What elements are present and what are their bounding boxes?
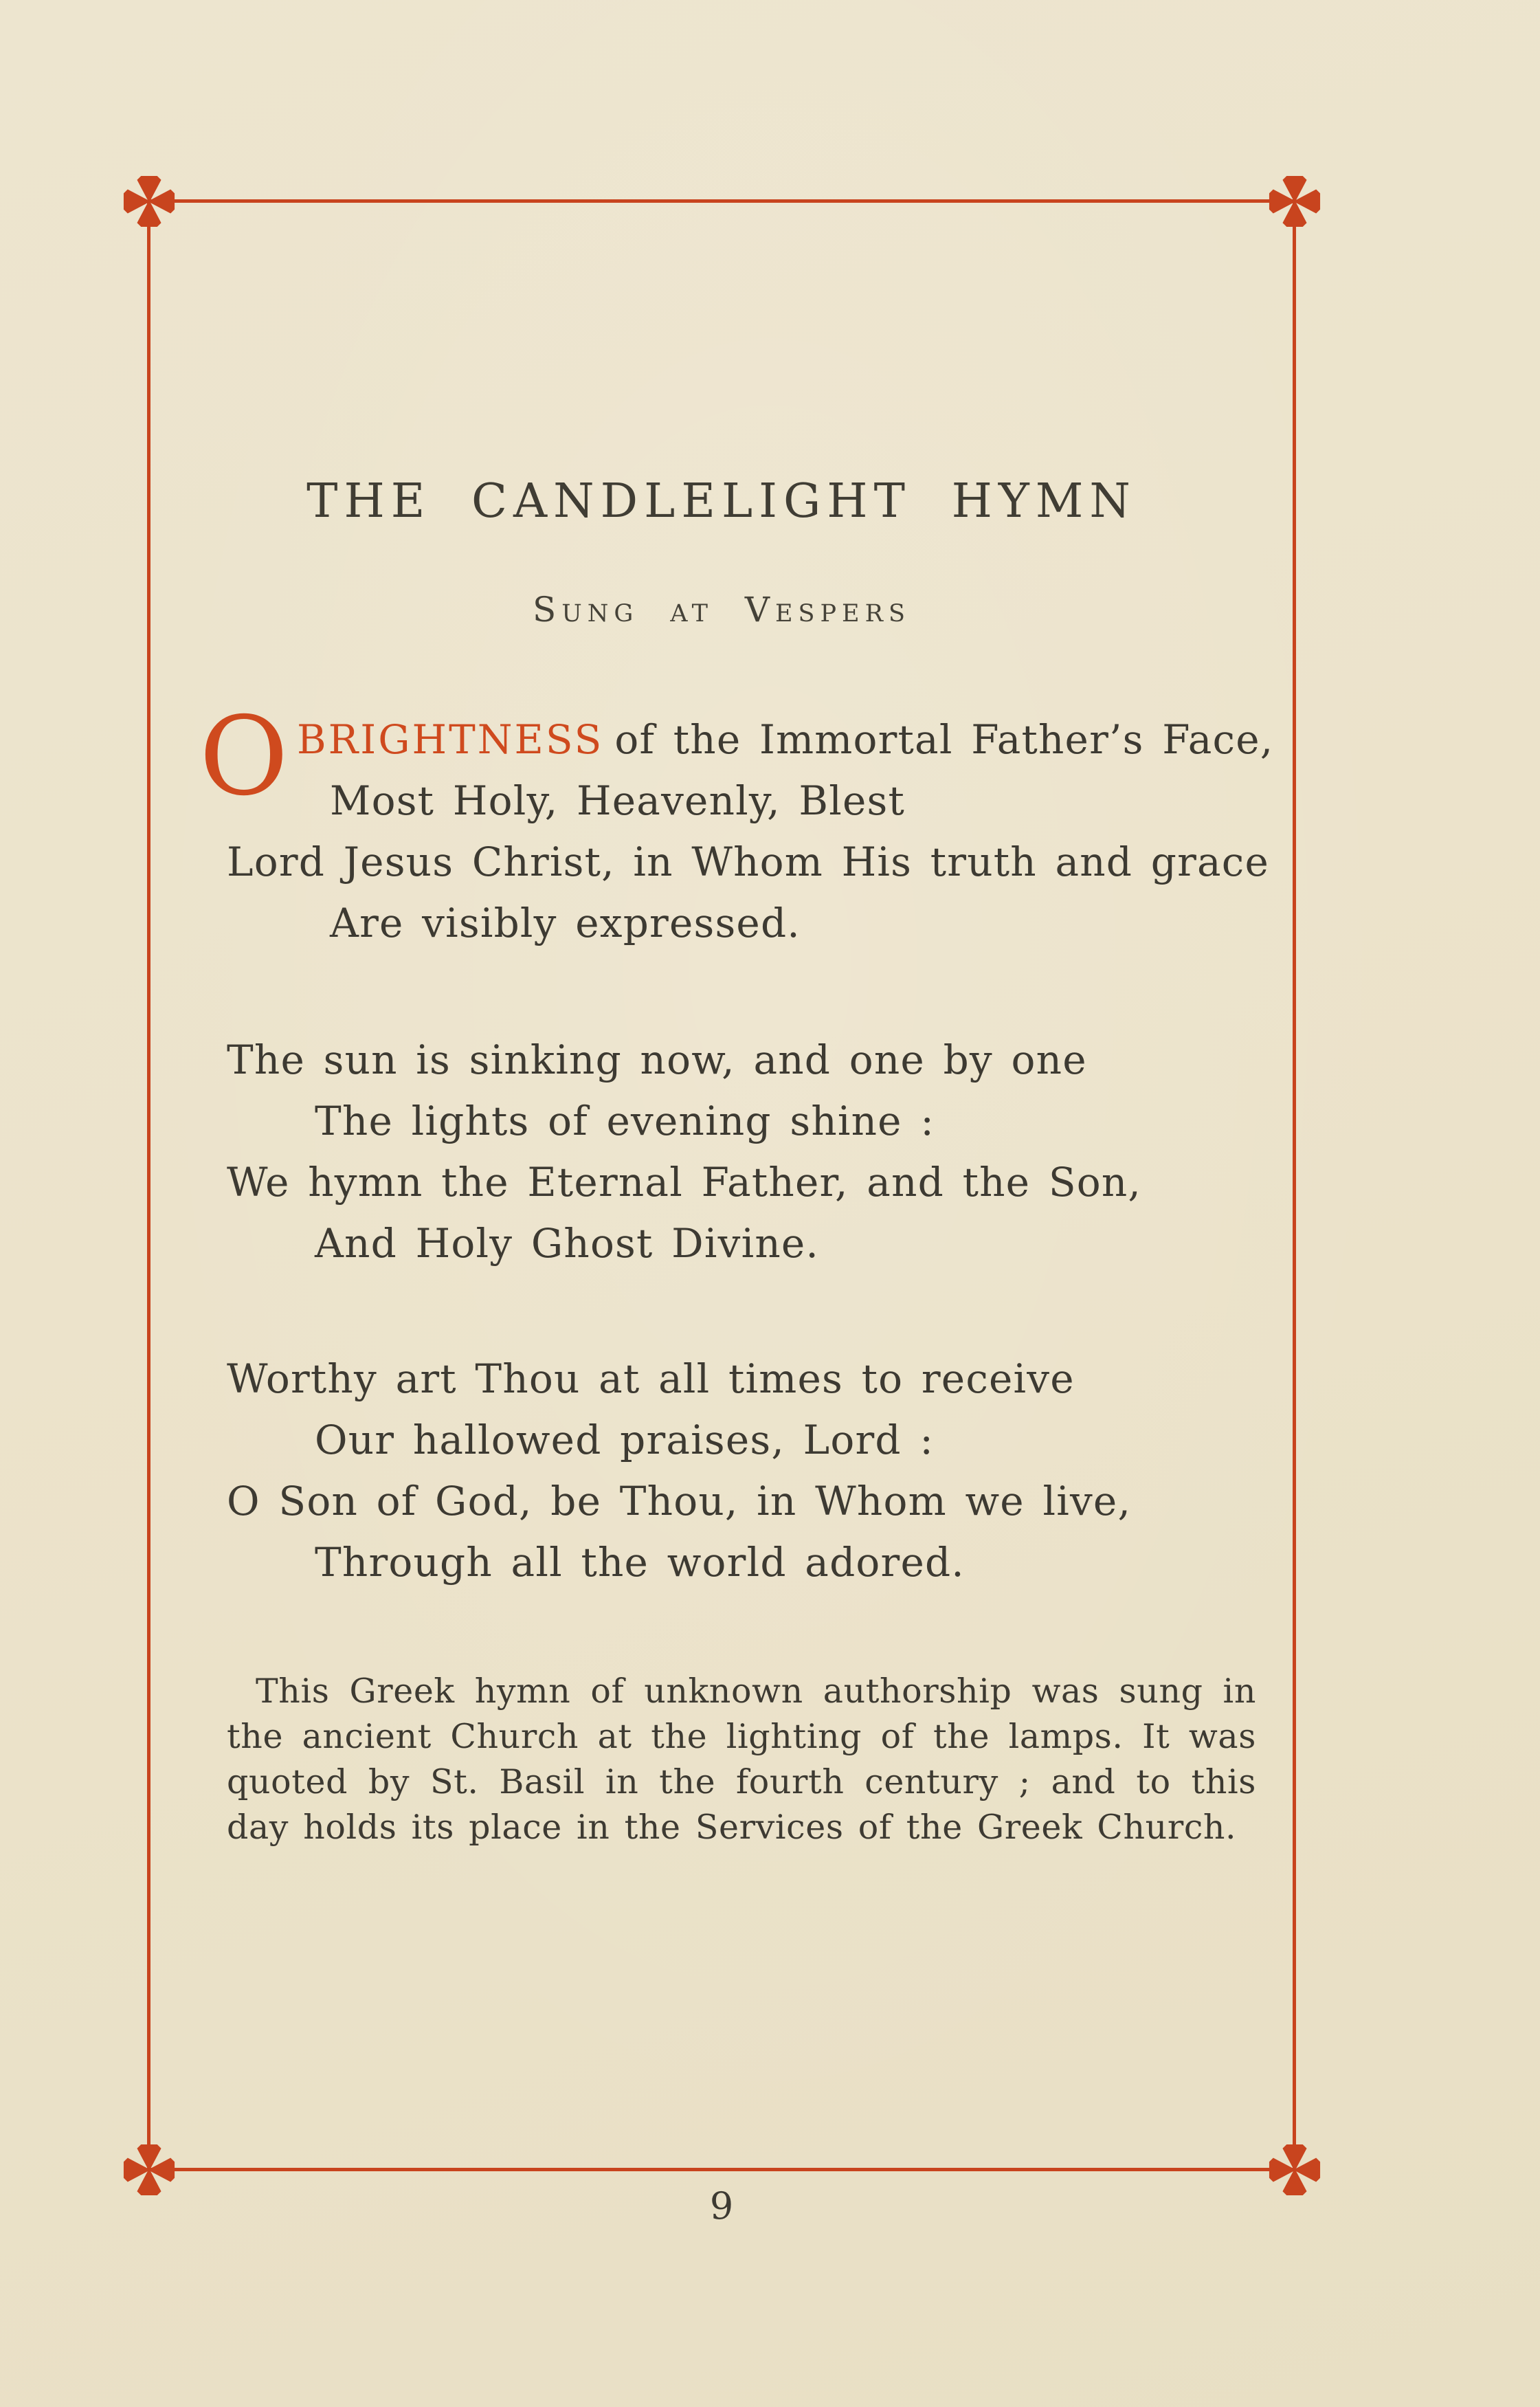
page-title: THE CANDLELIGHT HYMN — [306, 474, 1137, 529]
hymn-line-text: of the Immortal Father’s Face, — [614, 716, 1274, 763]
hymn-line: The sun is sinking now, and one by one — [227, 1036, 1087, 1083]
hymn-line: The lights of evening shine : — [315, 1098, 935, 1144]
hymn-stanza-3 — [227, 1349, 1299, 1593]
hymn-line: Lord Jesus Christ, in Whom His truth and grace — [227, 839, 1269, 885]
page-number: 9 — [709, 2184, 734, 2228]
hymn-line: Are visibly expressed. — [330, 900, 801, 946]
drop-cap: O — [199, 694, 289, 820]
hymn-stanza-1 — [199, 694, 1299, 954]
hymn-line: Our hallowed praises, Lord : — [315, 1417, 935, 1463]
page-subtitle: Sung at Vespers — [533, 590, 911, 630]
hymn-stanza-2 — [227, 1030, 1299, 1274]
hymn-line: We hymn the Eternal Father, and the Son, — [227, 1159, 1142, 1206]
hymn-line: O Son of God, be Thou, in Whom we live, — [227, 1478, 1132, 1524]
cross-pattee-icon — [122, 175, 176, 228]
hymn-line: Most Holy, Heavenly, Blest — [330, 777, 905, 824]
opening-word: BRIGHTNESS — [297, 716, 604, 763]
cross-pattee-icon — [1268, 175, 1321, 228]
hymn-line — [227, 709, 1299, 770]
frame-rule-bottom — [148, 2168, 1295, 2171]
frame-rule-top — [148, 199, 1295, 203]
hymn-line: And Holy Ghost Divine. — [315, 1220, 820, 1267]
hymn-line: Through all the world adored. — [315, 1539, 965, 1586]
historical-note: This Greek hymn of unknown authorship was sung in the ancient Church at the lighting of the lamps. It was quoted by St. Basil in the fourth century ; and to this day holds its place in the Services of the Greek Church. — [227, 1672, 1256, 1847]
hymn-line: Worthy art Thou at all times to receive — [227, 1355, 1075, 1402]
